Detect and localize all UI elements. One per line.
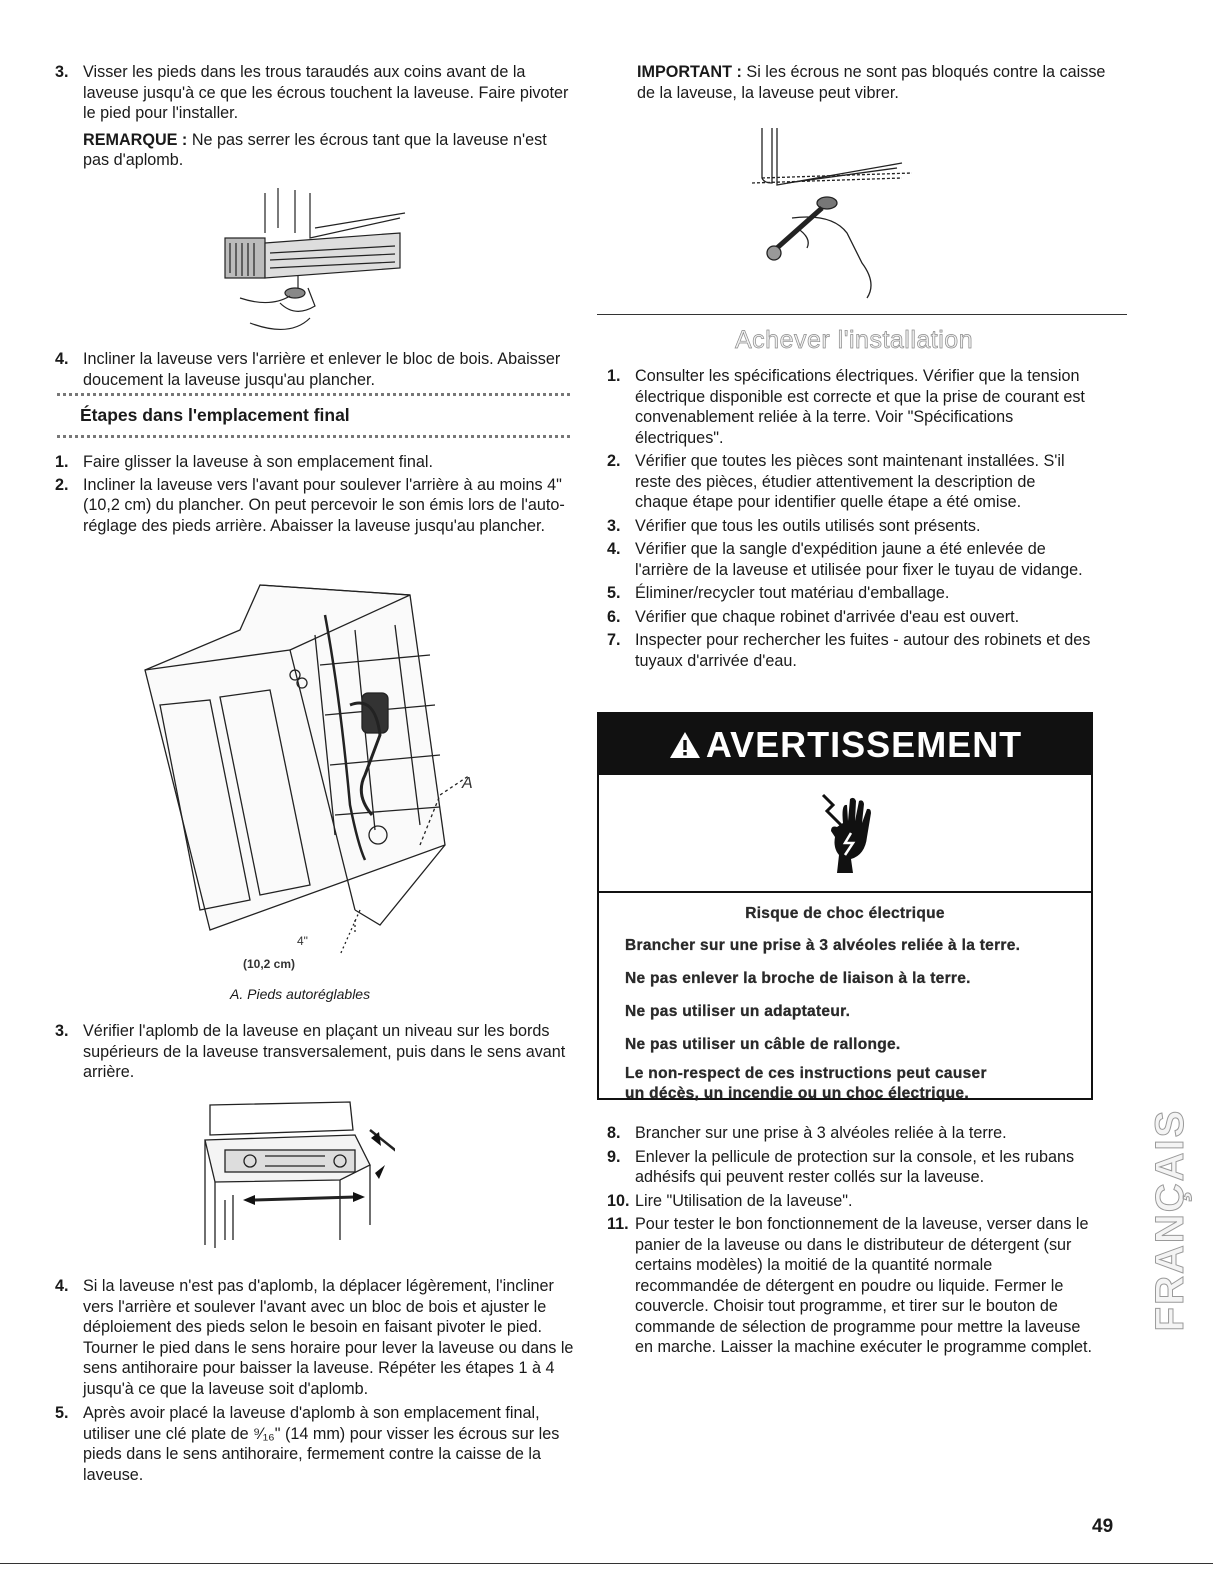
- language-side-tab: FRANÇAIS: [1147, 1108, 1192, 1332]
- warning-line: Ne pas utiliser un adaptateur.: [625, 1003, 851, 1020]
- left-step-4: [55, 349, 575, 390]
- warning-triangle-icon: [668, 730, 702, 760]
- warning-instructions: [599, 929, 1091, 1105]
- wrench-illustration: [752, 123, 912, 303]
- step-4-tilt-back: 4. Incliner la laveuse vers l'arrière et enlever le bloc de bois. Abaisser doucement la laveuse jusqu'au plancher.: [55, 350, 561, 389]
- left-top-text: [55, 62, 575, 171]
- important-note: IMPORTANT : Si les écrous ne sont pas bloqués contre la caisse de la laveuse, la laveuse peut vibrer.: [637, 63, 1106, 102]
- warning-line: Brancher sur une prise à 3 alvéoles reliée à la terre.: [625, 937, 1021, 954]
- warning-line: Le non-respect de ces instructions peut causer: [625, 1065, 987, 1082]
- section-divider-bottom: [57, 435, 570, 438]
- section-title-complete-installation: Achever l'installation: [735, 326, 974, 354]
- step-4-adjust-feet: 4. Si la laveuse n'est pas d'aplomb, la déplacer légèrement, l'incliner vers l'arrière et soulever l'avant avec un bloc de bois et ajuster le déploiement des pieds selon le besoin en faisant pivoter le pied. Tourner le pied dans le sens horaire pour lever la laveuse ou dans le sens antihoraire pour baisser la laveuse. Répéter les étapes 1 à 4 jusqu'à ce que la laveuse soit d'aplomb.: [55, 1277, 574, 1398]
- complete-step-4: 4. Vérifier que la sangle d'expédition jaune a été enlevée de l'arrière de la laveuse et utilisée pour fixer le tuyau de vidange.: [607, 540, 1083, 579]
- complete-steps-list: [607, 366, 1093, 671]
- complete-step-3: 3. Vérifier que tous les outils utilisés sont présents.: [607, 516, 981, 535]
- complete-step-5: 5. Éliminer/recycler tout matériau d'emballage.: [607, 584, 950, 602]
- figure-dim-cm: (10,2 cm): [243, 957, 296, 971]
- step-3-screw-feet: 3. Visser les pieds dans les trous taraudés aux coins avant de la laveuse jusqu'à ce que les écrous touchent la laveuse. Faire pivoter le pied pour l'installer.: [55, 63, 569, 122]
- left-steps-4b-5b: [55, 1276, 575, 1485]
- complete-step-2: 2. Vérifier que toutes les pièces sont maintenant installées. S'il reste des pièces, étudier attentivement la description de chaque étape pour identifier quelle étape a été omise.: [607, 452, 1065, 511]
- warning-title: Risque de choc électrique: [745, 905, 945, 922]
- final-step-1: 1. Faire glisser la laveuse à son emplacement final.: [55, 453, 433, 471]
- complete-step-10: 10. Lire "Utilisation de la laveuse".: [607, 1191, 853, 1210]
- final-steps-list: [55, 452, 575, 536]
- left-step-3b: [55, 1021, 575, 1083]
- page-number: 49: [1092, 1516, 1114, 1537]
- complete-step-9: 9. Enlever la pellicule de protection sur la console, et les rubans adhésifs qui peuvent rester collés sur la laveuse.: [607, 1147, 1075, 1186]
- final-step-2: 2. Incliner la laveuse vers l'avant pour soulever l'arrière à au moins 4" (10,2 cm) du plancher. On peut percevoir le son émis lors de l'auto-réglage des pieds arrière. Abaisser la laveuse jusqu'au plancher.: [55, 475, 565, 535]
- step-3-check-level: 3. Vérifier l'aplomb de la laveuse en plaçant un niveau sur les bords supérieurs de la laveuse transversalement, puis dans le sens avant arrière.: [55, 1022, 566, 1081]
- electric-shock-hand-icon: [821, 793, 881, 875]
- section-title-final-location: Étapes dans l'emplacement final: [80, 405, 350, 425]
- note-remark: REMARQUE : Ne pas serrer les écrous tant que la laveuse n'est pas d'aplomb.: [83, 130, 547, 169]
- section-divider-top: [57, 393, 570, 396]
- complete-step-11: 11. Pour tester le bon fonctionnement de la laveuse, verser dans le panier de la laveuse ou dans le distributeur de détergent (sur certains modèles) la moitié de la quantité normale recommandée de détergent en poudre ou liquide. Fermer le couvercle. Choisir tout programme, et tirer sur le bouton de commande de sélection de programme pour mettre la laveuse en marche. Laisser la machine exécuter le programme complet.: [607, 1215, 1093, 1356]
- complete-step-8: 8. Brancher sur une prise à 3 alvéoles reliée à la terre.: [607, 1124, 1007, 1142]
- step-5-tighten-nuts: 5. Après avoir placé la laveuse d'aplomb à son emplacement final, utiliser une clé plate de ⁹⁄₁₆" (14 mm) pour visser les écrous sur les pieds dans le sens antihoraire, fermement contre la caisse de la laveuse.: [55, 1404, 560, 1484]
- complete-step-6: 6. Vérifier que chaque robinet d'arrivée d'eau est ouvert.: [607, 607, 1020, 626]
- figure-dim-inches: 4": [297, 934, 308, 948]
- feet-block-illustration: [220, 188, 420, 338]
- warning-header: AVERTISSEMENT: [599, 714, 1091, 775]
- complete-step-1: 1. Consulter les spécifications électriques. Vérifier que la tension électrique disponible est correcte et que la prise de courant est convenablement reliée à la terre. Voir "Spécifications électriques".: [607, 367, 1085, 447]
- level-washer-illustration: [195, 1100, 395, 1250]
- section-rule: [597, 314, 1127, 315]
- warning-line: Ne pas enlever la broche de liaison à la terre.: [625, 970, 971, 987]
- complete-steps-list-2: [607, 1123, 1097, 1358]
- warning-line: Ne pas utiliser un câble de rallonge.: [625, 1036, 901, 1053]
- electric-shock-warning: [597, 712, 1093, 1100]
- figure-label-a: A: [462, 775, 473, 792]
- warning-line: un décès, un incendie ou un choc électrique.: [625, 1085, 969, 1102]
- figure-caption: A. Pieds autoréglables: [230, 986, 371, 1002]
- tilted-washer-illustration: [140, 575, 490, 975]
- complete-step-7: 7. Inspecter pour rechercher les fuites - autour des robinets et des tuyaux d'arrivée d'eau.: [607, 631, 1091, 670]
- page-bottom-rule: [0, 1563, 1213, 1564]
